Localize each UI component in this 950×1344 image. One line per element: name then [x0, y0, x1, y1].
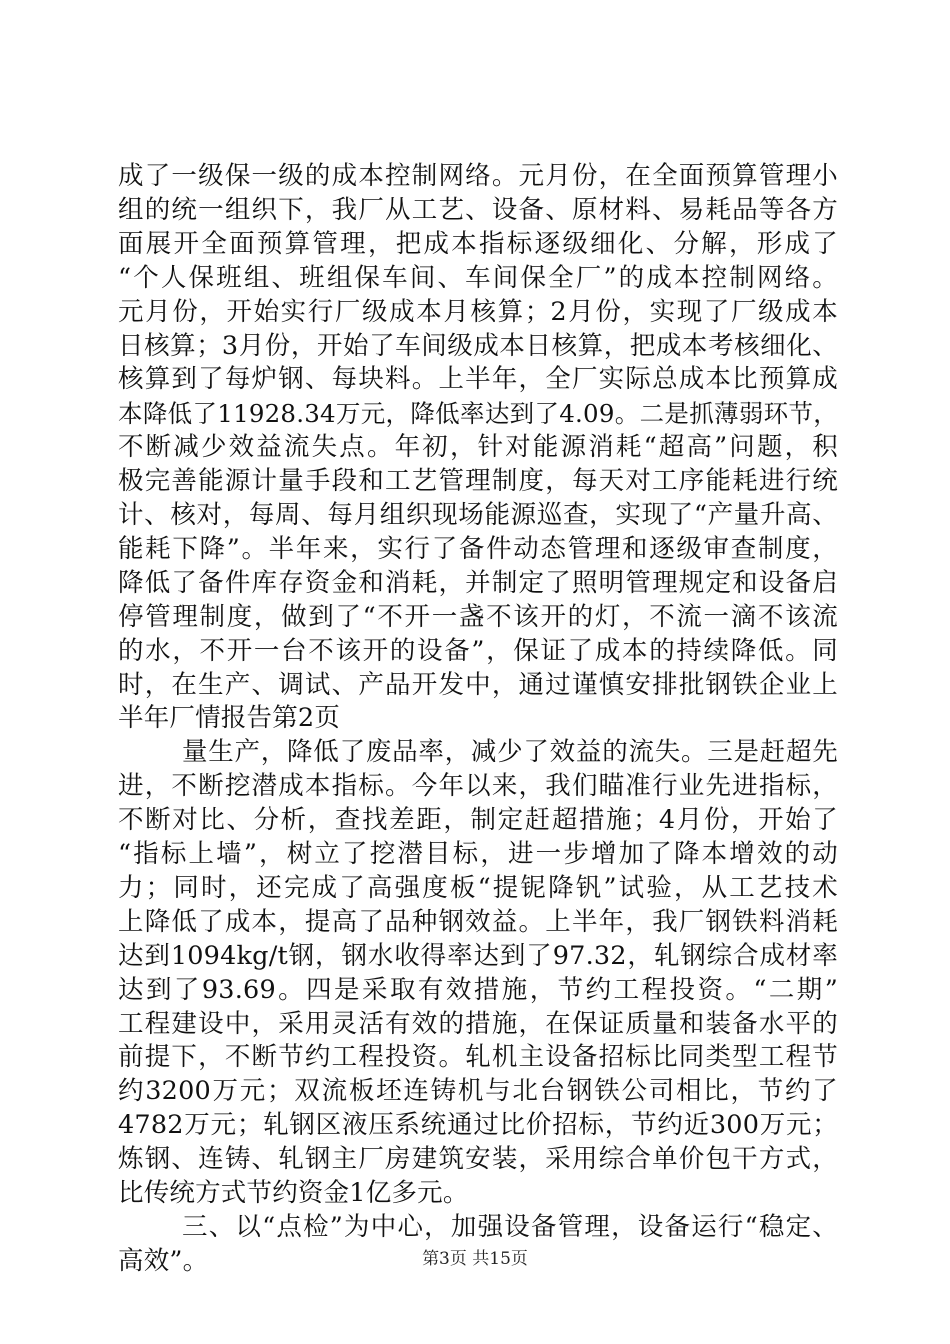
text-line: 炼钢、连铸、轧钢主厂房建筑安装，采用综合单价包干方式，	[118, 1144, 838, 1174]
text-line: 不断对比、分析，查找差距，制定赶超措施；4月份，开始了	[118, 805, 838, 835]
text-line: 达到了93.69。四是采取有效措施，节约工程投资。“二期”	[118, 975, 838, 1005]
text-line: 上降低了成本，提高了品种钢效益。上半年，我厂钢铁料消耗	[118, 907, 838, 937]
text-line: 约3200万元；双流板坯连铸机与北台钢铁公司相比，节约了	[118, 1076, 838, 1106]
text-line: 时，在生产、调试、产品开发中，通过谨慎安排批钢铁企业上	[118, 670, 838, 700]
text-line: 核算到了每炉钢、每块料。上半年，全厂实际总成本比预算成	[118, 364, 838, 394]
text-line: “个人保班组、班组保车间、车间保全厂”的成本控制网络。	[118, 263, 838, 293]
text-line: 面展开全面预算管理，把成本指标逐级细化、分解，形成了	[118, 229, 838, 259]
text-line: 停管理制度，做到了“不开一盏不该开的灯，不流一滴不该流	[118, 602, 838, 632]
text-line: 的水，不开一台不该开的设备”，保证了成本的持续降低。同	[118, 636, 838, 666]
text-line: 4782万元；轧钢区液压系统通过比价招标，节约近300万元；	[118, 1110, 838, 1140]
text-line: “指标上墙”，树立了挖潜目标，进一步增加了降本增效的动	[118, 839, 838, 869]
text-line: 高效”。	[118, 1246, 209, 1276]
text-line: 三、以“点检”为中心，加强设备管理，设备运行“稳定、	[182, 1212, 838, 1242]
text-line: 能耗下降”。半年来，实行了备件动态管理和逐级审查制度，	[118, 534, 838, 564]
text-line: 前提下，不断节约工程投资。轧机主设备招标比同类型工程节	[118, 1042, 838, 1072]
text-line: 比传统方式节约资金1亿多元。	[118, 1178, 469, 1208]
text-line: 日核算；3月份，开始了车间级成本日核算，把成本考核细化、	[118, 331, 838, 361]
text-line: 成了一级保一级的成本控制网络。元月份，在全面预算管理小	[118, 161, 838, 191]
text-line: 不断减少效益流失点。年初，针对能源消耗“超高”问题，积	[118, 432, 838, 462]
text-line: 半年厂情报告第2页	[118, 703, 341, 733]
text-line: 降低了备件库存资金和消耗，并制定了照明管理规定和设备启	[118, 568, 838, 598]
text-line: 工程建设中，采用灵活有效的措施，在保证质量和装备水平的	[118, 1009, 838, 1039]
text-line: 组的统一组织下，我厂从工艺、设备、原材料、易耗品等各方	[118, 195, 838, 225]
page-footer: 第3页 共15页	[422, 1249, 528, 1269]
text-line: 本降低了11928.34万元，降低率达到了4.09。二是抓薄弱环节，	[118, 399, 838, 428]
text-line: 元月份，开始实行厂级成本月核算；2月份，实现了厂级成本	[118, 297, 838, 327]
text-line: 量生产，降低了废品率，减少了效益的流失。三是赶超先	[182, 737, 838, 767]
text-line: 力；同时，还完成了高强度板“提铌降钒”试验，从工艺技术	[118, 873, 838, 903]
text-line: 极完善能源计量手段和工艺管理制度，每天对工序能耗进行统	[118, 466, 838, 496]
text-line: 进，不断挖潜成本指标。今年以来，我们瞄准行业先进指标，	[118, 771, 838, 801]
text-line: 达到1094kg/t钢，钢水收得率达到了97.32，轧钢综合成材率	[118, 941, 838, 971]
text-line: 计、核对，每周、每月组织现场能源巡查，实现了“产量升高、	[118, 500, 838, 530]
